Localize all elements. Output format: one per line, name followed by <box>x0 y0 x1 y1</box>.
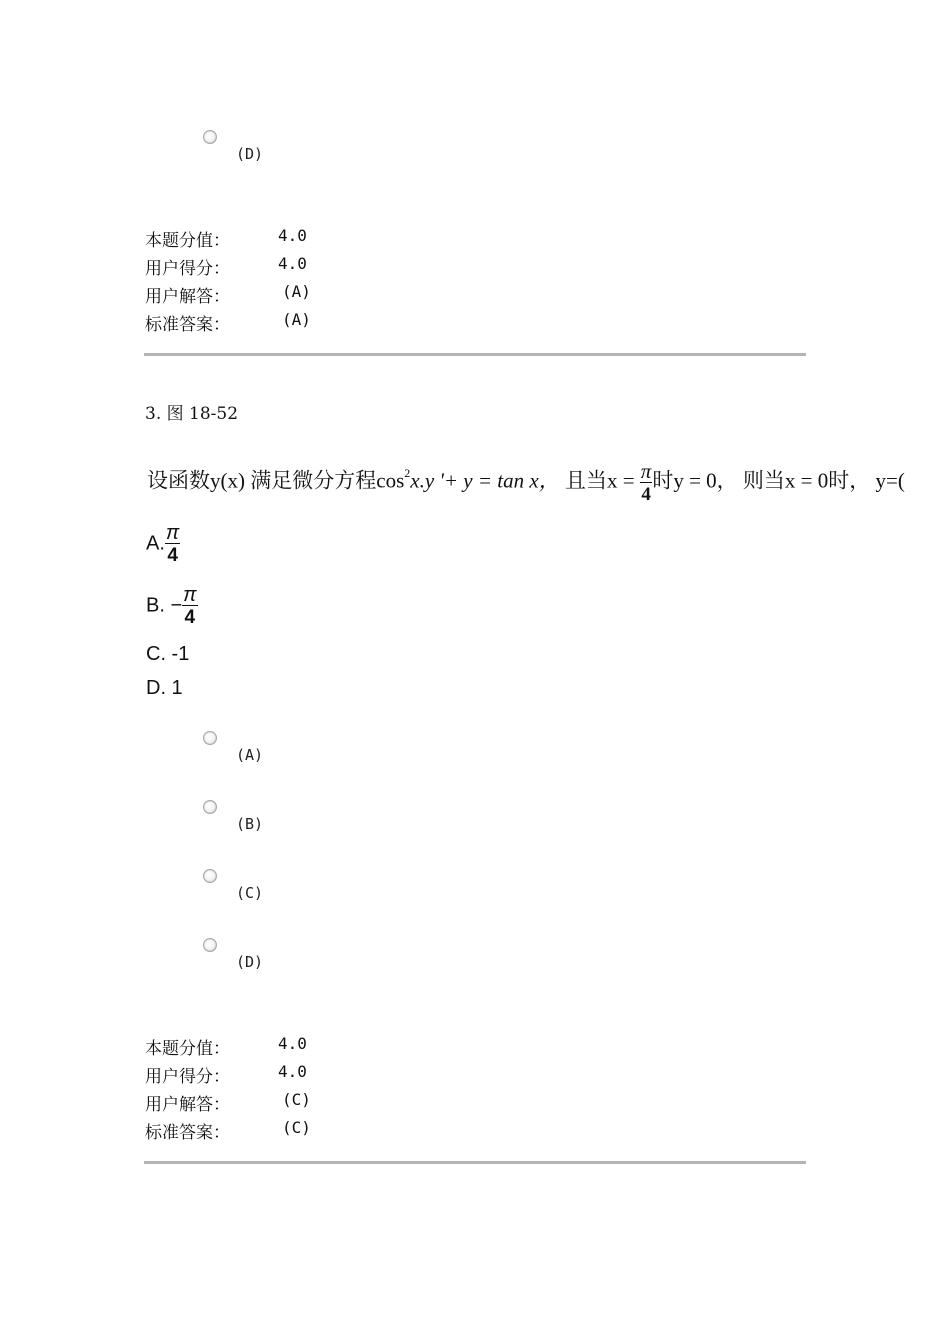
option-b-label: (B) <box>236 815 264 833</box>
choice-b-prefix: B. − <box>146 594 183 617</box>
user-score: 4.0 <box>278 1062 307 1081</box>
user-answer: (C) <box>282 1090 311 1109</box>
stem-fraction <box>640 461 653 504</box>
option-d-label: (D) <box>236 145 264 163</box>
user-score-label: 用户得分： <box>145 1067 230 1087</box>
choice-a-fraction <box>165 523 180 565</box>
option-c-radio[interactable] <box>203 869 217 883</box>
choice-d: D. 1 <box>146 677 183 699</box>
option-b-radio[interactable] <box>203 800 217 814</box>
stem-eq-rest: x.y '+ y = tan x， <box>410 468 560 493</box>
user-score-label: 用户得分： <box>145 259 230 279</box>
user-answer-label: 用户解答： <box>145 1095 230 1115</box>
option-c-label: (C) <box>236 884 264 902</box>
score-value-label: 本题分值： <box>145 231 230 251</box>
user-score: 4.0 <box>278 254 307 273</box>
std-answer-label: 标准答案： <box>145 315 230 335</box>
std-answer: (C) <box>282 1118 311 1137</box>
choice-c: C. -1 <box>146 643 190 665</box>
option-a-label: (A) <box>236 746 264 764</box>
choice-b-den: 4 <box>184 607 196 628</box>
stem-text-2: 且当x = <box>564 468 635 493</box>
stem-text-1: 设函数y(x) 满足微分方程 <box>147 468 377 493</box>
question-title: 3. 图 18-52 <box>145 404 239 424</box>
user-answer-label: 用户解答： <box>145 287 230 307</box>
std-answer: (A) <box>282 310 311 329</box>
question-divider <box>144 1161 806 1164</box>
stem-text-5: y=( <box>875 468 905 493</box>
question-divider <box>144 353 806 356</box>
option-d-radio[interactable] <box>203 130 217 144</box>
option-d-radio[interactable] <box>203 938 217 952</box>
question-stem <box>147 461 905 504</box>
stem-eq-sup: 2 <box>404 466 411 481</box>
score-value: 4.0 <box>278 1034 307 1053</box>
stem-text-4: 则当x = 0时， <box>742 468 871 493</box>
user-answer: (A) <box>282 282 311 301</box>
stem-eq-cos: cos <box>376 468 405 493</box>
choice-a-prefix: A. <box>146 532 165 555</box>
choice-a-den: 4 <box>167 545 178 566</box>
option-a-radio[interactable] <box>203 731 217 745</box>
stem-frac-num: π <box>640 459 652 483</box>
choice-a-num: π <box>165 522 180 544</box>
stem-frac-den: 4 <box>641 484 651 505</box>
option-d-label: (D) <box>236 953 264 971</box>
choice-b-fraction <box>182 585 197 627</box>
score-value-label: 本题分值： <box>145 1039 230 1059</box>
stem-text-3: 时y = 0， <box>652 468 738 493</box>
choice-b-num: π <box>183 584 197 606</box>
choice-a <box>146 523 180 565</box>
choice-b <box>146 585 198 627</box>
std-answer-label: 标准答案： <box>145 1123 230 1143</box>
score-value: 4.0 <box>278 226 307 245</box>
